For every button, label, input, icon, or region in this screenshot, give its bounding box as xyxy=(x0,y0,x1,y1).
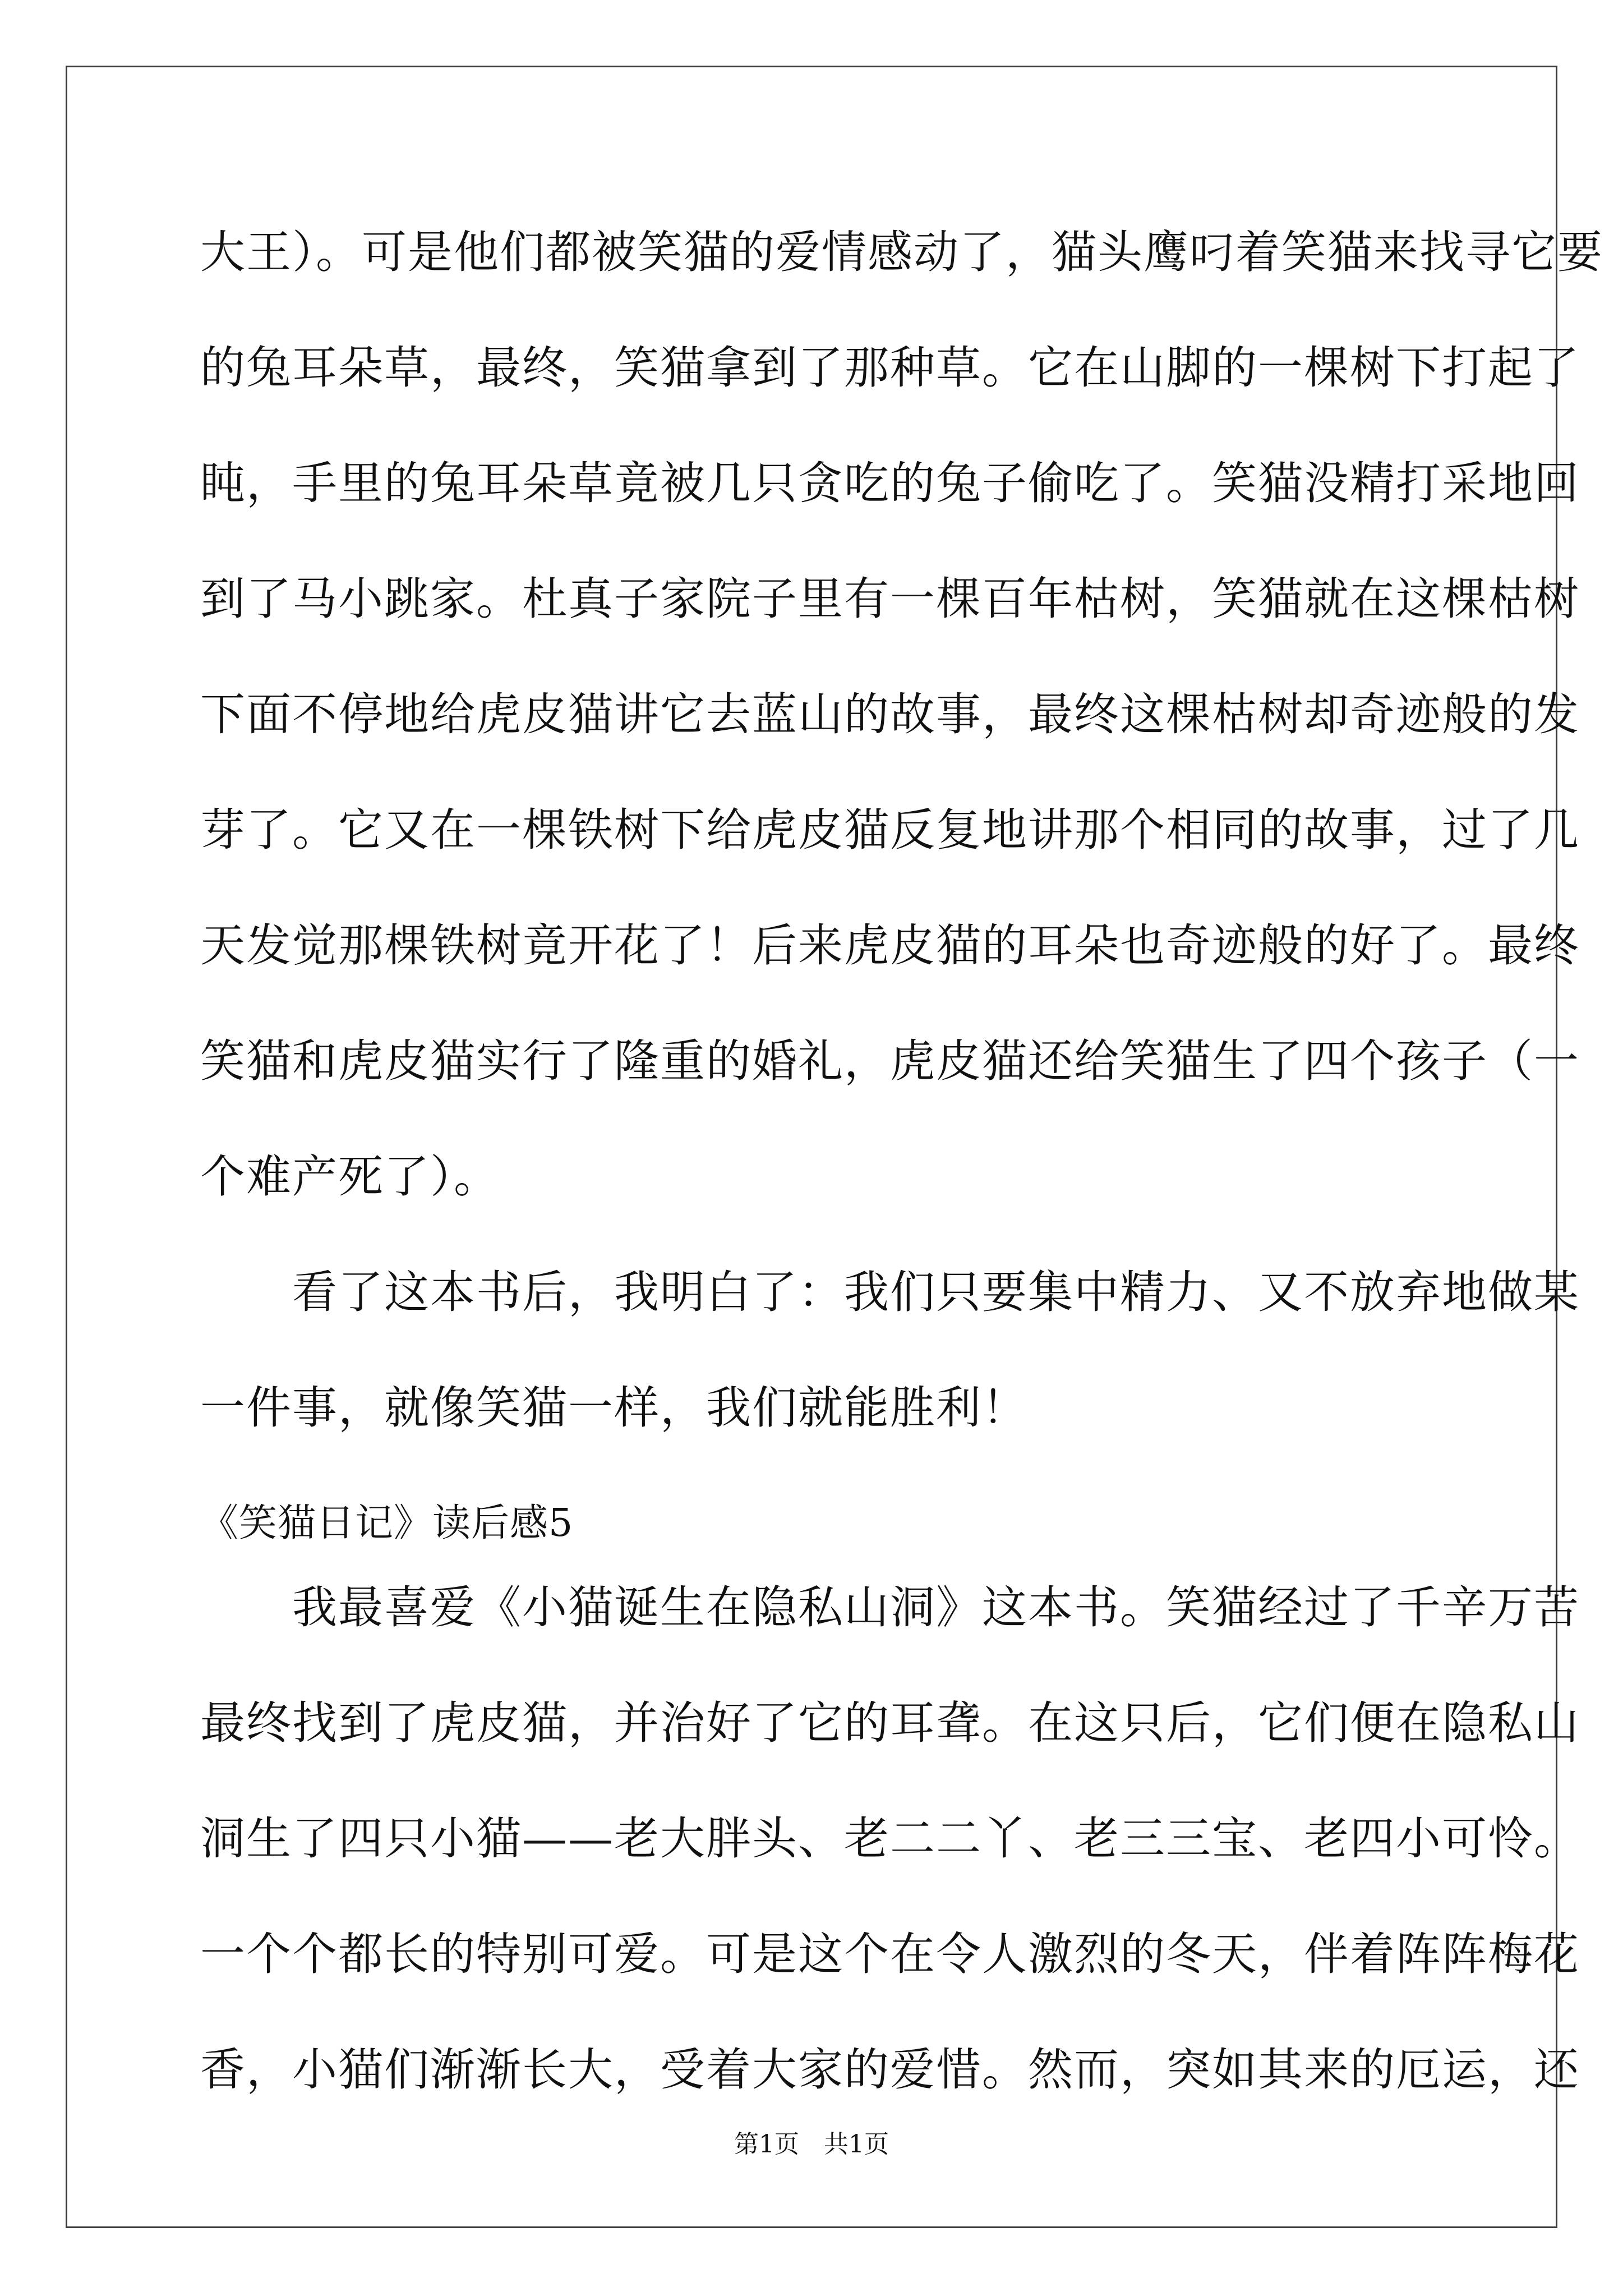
paragraph-line: 洞生了四只小猫——老大胖头、老二二丫、老三三宝、老四小可怜。 xyxy=(200,1812,1580,1865)
paragraph-line: 看了这本书后，我明白了：我们只要集中精力、又不放弃地做某 xyxy=(200,1266,1580,1318)
section-title: 《笑猫日记》读后感5 xyxy=(200,1501,574,1545)
paragraph-line: 大王）。可是他们都被笑猫的爱情感动了，猫头鹰叼着笑猫来找寻它要 xyxy=(200,226,1603,278)
paragraph-line: 天发觉那棵铁树竟开花了！后来虎皮猫的耳朵也奇迹般的好了。最终 xyxy=(200,919,1580,972)
paragraph-line: 到了马小跳家。杜真子家院子里有一棵百年枯树，笑猫就在这棵枯树 xyxy=(200,573,1580,625)
paragraph-line: 的兔耳朵草，最终，笑猫拿到了那种草。它在山脚的一棵树下打起了 xyxy=(200,342,1580,394)
paragraph-line: 香，小猫们渐渐长大，受着大家的爱惜。然而，突如其来的厄运，还 xyxy=(200,2044,1580,2096)
paragraph-line: 一件事，就像笑猫一样，我们就能胜利！ xyxy=(200,1382,1028,1434)
paragraph-line: 笑猫和虎皮猫实行了隆重的婚礼，虎皮猫还给笑猫生了四个孩子（一 xyxy=(200,1035,1580,1087)
paragraph-line: 芽了。它又在一棵铁树下给虎皮猫反复地讲那个相同的故事，过了几 xyxy=(200,804,1580,856)
page-footer: 第1页 共1页 xyxy=(734,2130,889,2159)
paragraph-line: 盹，手里的兔耳朵草竟被几只贪吃的兔子偷吃了。笑猫没精打采地回 xyxy=(200,457,1580,509)
paragraph-line: 我最喜爱《小猫诞生在隐私山洞》这本书。笑猫经过了千辛万苦 xyxy=(200,1581,1580,1634)
paragraph-line: 个难产死了）。 xyxy=(200,1151,500,1203)
paragraph-line: 下面不停地给虎皮猫讲它去蓝山的故事，最终这棵枯树却奇迹般的发 xyxy=(200,688,1580,740)
paragraph-line: 一个个都长的特别可爱。可是这个在令人激烈的冬天，伴着阵阵梅花 xyxy=(200,1928,1580,1980)
document-body xyxy=(200,213,1603,2146)
paragraph-line: 最终找到了虎皮猫，并治好了它的耳聋。在这只后，它们便在隐私山 xyxy=(200,1697,1580,1749)
